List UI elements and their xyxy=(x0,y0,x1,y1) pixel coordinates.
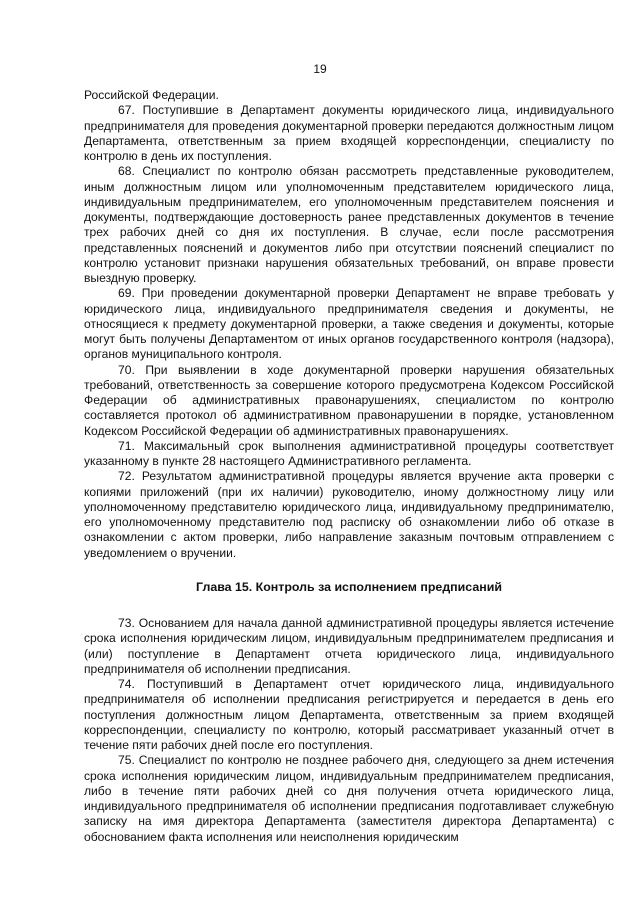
paragraph-70: 70. При выявлении в ходе документарной проверки нарушения обязательных требований, ответственность за совершение которого предусмотрена Кодексом Российской Федерации об административных правонарушениях, специалистом по контролю составляется протокол об административном правонарушении в порядке, установленном Кодексом Российской Федерации об административных правонарушениях. xyxy=(84,362,614,438)
intro-fragment: Российской Федерации. xyxy=(84,88,219,102)
paragraph-68: 68. Специалист по контролю обязан рассмотреть представленные руководителем, иным должностным лицом или уполномоченным представителем юридического лица, индивидуальным предпринимателем, его уполномоченным представителем пояснения и документы, подтверждающие достоверность ранее представленных документов в течение трех рабочих дней со дня их поступления. В случае, если после рассмотрения представленных пояснений и документов либо при отсутствии пояснений специалист по контролю установит признаки нарушения обязательных требований, он вправе провести выездную проверку. xyxy=(84,164,614,285)
page-number: 19 xyxy=(313,62,327,76)
paragraph-69: 69. При проведении документарной проверки Департамент не вправе требовать у юридического лица, индивидуального предпринимателя сведения и документы, не относящиеся к предмету документарной проверки, а также сведения и документы, которые могут быть получены Департаментом от иных органов государственного контроля (надзора), органов муниципального контроля. xyxy=(84,286,614,362)
paragraph-74: 74. Поступивший в Департамент отчет юридического лица, индивидуального предпринимателя об исполнении предписания регистрируется и передается в день его поступления должностным лицом Департамента, ответственным за прием входящей корреспонденции, специалисту по контролю, который рассматривает указанный отчет в течение пяти рабочих дней после его поступления. xyxy=(84,677,614,752)
paragraph-75: 75. Специалист по контролю не позднее рабочего дня, следующего за днем истечения срока исполнения юридическим лицом, индивидуальным предпринимателем предписания, либо в течение пяти рабочих дней со дня получения отчета юридического лица, индивидуального предпринимателя об исполнении предписания подготавливает служебную записку на имя директора Департамента (заместителя директора Департамента) с обоснованием факта исполнения или неисполнения юридическим xyxy=(84,753,614,844)
paragraph-73: 73. Основанием для начала данной административной процедуры является истечение срока исполнения юридическим лицом, индивидуальным предпринимателем предписания и (или) поступление в Департамент отчета юридического лица, индивидуального предпринимателя об исполнении предписания. xyxy=(84,616,614,676)
document-body xyxy=(84,88,614,845)
paragraph-71: 71. Максимальный срок выполнения административной процедуры соответствует указанному в пункте 28 настоящего Административного регламента. xyxy=(84,438,614,468)
paragraph-67: 67. Поступившие в Департамент документы юридического лица, индивидуального предпринимателя для проведения документарной проверки передаются должностным лицом Департамента, ответственным за прием входящей корреспонденции, специалисту по контролю в день их поступления. xyxy=(84,103,614,163)
paragraph-72: 72. Результатом административной процедуры является вручение акта проверки с копиями приложений (при их наличии) руководителю, иному должностному лицу или уполномоченному представителю юридического лица, индивидуальному предпринимателю, его уполномоченному представителю под расписку об ознакомлении либо об отказе в ознакомлении с актом проверки, либо направление заказным почтовым отправлением с уведомлением о вручении. xyxy=(84,469,614,560)
chapter-heading: Глава 15. Контроль за исполнением предписаний xyxy=(196,579,502,594)
